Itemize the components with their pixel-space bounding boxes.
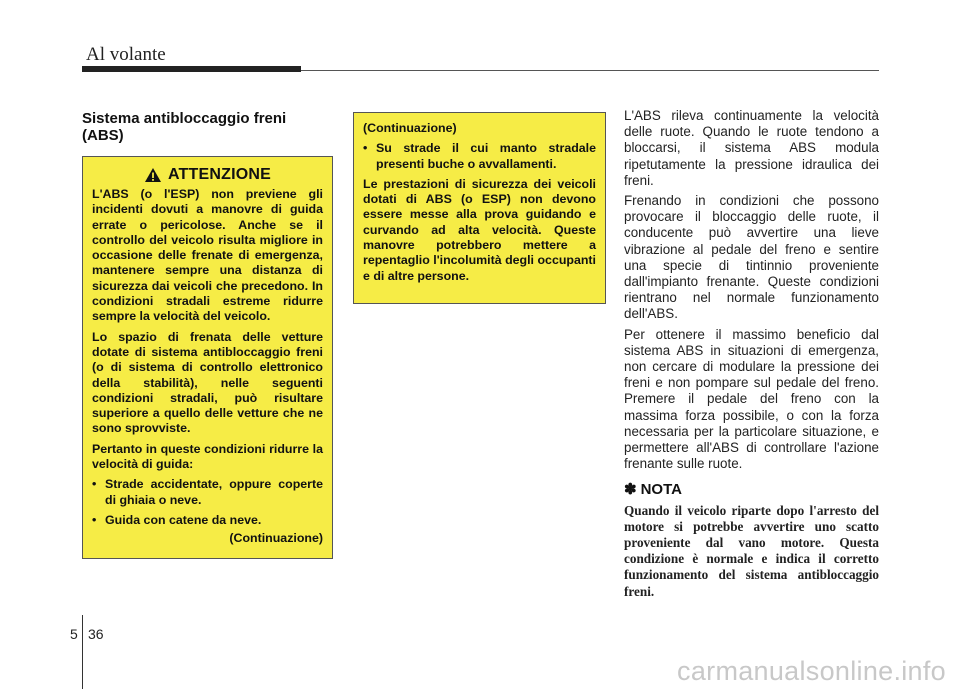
header-rule [301, 70, 879, 71]
continued-label: (Continuazione) [229, 531, 323, 546]
note-text: Quando il veicolo riparte dopo l'arresto del motore si potrebbe avvertire uno scatto proveniente dal vano motore. Questa condizione è normale e indica il corretto funzionamento del sistema antibloccaggio freni. [624, 502, 879, 599]
warning-bullet-list [92, 477, 323, 528]
warning-paragraph: Le prestazioni di sicurezza dei veicoli dotati di ABS (o ESP) non devono essere messe alla prova guidando e curvando ad alta velocità. Queste manovre potrebbero mettere a repentaglio l'incolumità degli occupanti e di altre persone. [363, 176, 596, 283]
note-title: NOTA [640, 481, 682, 499]
page-number: 36 [88, 626, 104, 642]
warning-bullet-list [363, 141, 596, 172]
warning-bullet: • Su strade il cui manto stradale presenti buche o avvallamenti. [363, 141, 596, 172]
watermark: carmanualsonline.info [677, 656, 946, 686]
header-bar [82, 66, 301, 72]
chapter-number: 5 [70, 626, 78, 642]
warning-triangle-icon [144, 167, 162, 183]
warning-bullet: • Strade accidentate, oppure coperte di ghiaia o neve. [92, 477, 323, 508]
page-header-title: Al volante [86, 44, 166, 65]
warning-header [92, 167, 323, 183]
section-title: Sistema antibloccaggio freni (ABS) [82, 110, 287, 144]
note-heading [624, 482, 879, 498]
warning-box-attenzione [82, 156, 333, 559]
warning-paragraph: L'ABS (o l'ESP) non previene gli incidenti dovuti a manovre di guida errate o pericolose. Anche se il controllo del veicolo risulta migliore in occasione delle frenate di emergenza, mantenere sempre una distanza di sicurezza dai veicoli che precedono. In condizioni stradali estreme ridurre sempre la velocità del veicolo. [92, 187, 323, 324]
warning-paragraph: Pertanto in queste condizioni ridurre la velocità di guida: [92, 441, 323, 472]
body-text-column [624, 108, 879, 600]
warning-box-continued [353, 112, 606, 304]
body-paragraph: L'ABS rileva continuamente la velocità delle ruote. Quando le ruote tendono a bloccarsi, il sistema ABS modula ripetutamente la pressione idraulica dei freni. [624, 108, 879, 188]
warning-paragraph: Lo spazio di frenata delle vetture dotate di sistema antibloccaggio freni (o di sistema di controllo elettronico della stabilità), nelle seguenti condizioni stradali, può risultare superiore a quello delle vetture che ne sono sprovviste. [92, 329, 323, 436]
asterisk-note-icon: ✽ [624, 481, 637, 499]
footer-divider [82, 615, 83, 689]
body-paragraph: Per ottenere il massimo beneficio dal sistema ABS in situazioni di emergenza, non cercare di modulare la pressione dei freni e non pompare sul pedale del freno. Premere il pedale del freno con la massima forza possibile, o con la forza necessaria per la particolare situazione, e permettere all'ABS di controllare l'azione frenante sulle ruote. [624, 326, 879, 472]
warning-bullet: • Guida con catene da neve. [92, 513, 323, 528]
warning-title: ATTENZIONE [167, 166, 272, 184]
body-paragraph: Frenando in condizioni che possono provocare il bloccaggio delle ruote, il conducente può avvertire una lieve vibrazione al pedale del freno e sentire una specie di tintinnio proveniente dall'impianto frenante. Queste condizioni rientrano nel normale funzionamento dell'ABS. [624, 193, 879, 322]
continued-label: (Continuazione) [363, 121, 457, 135]
